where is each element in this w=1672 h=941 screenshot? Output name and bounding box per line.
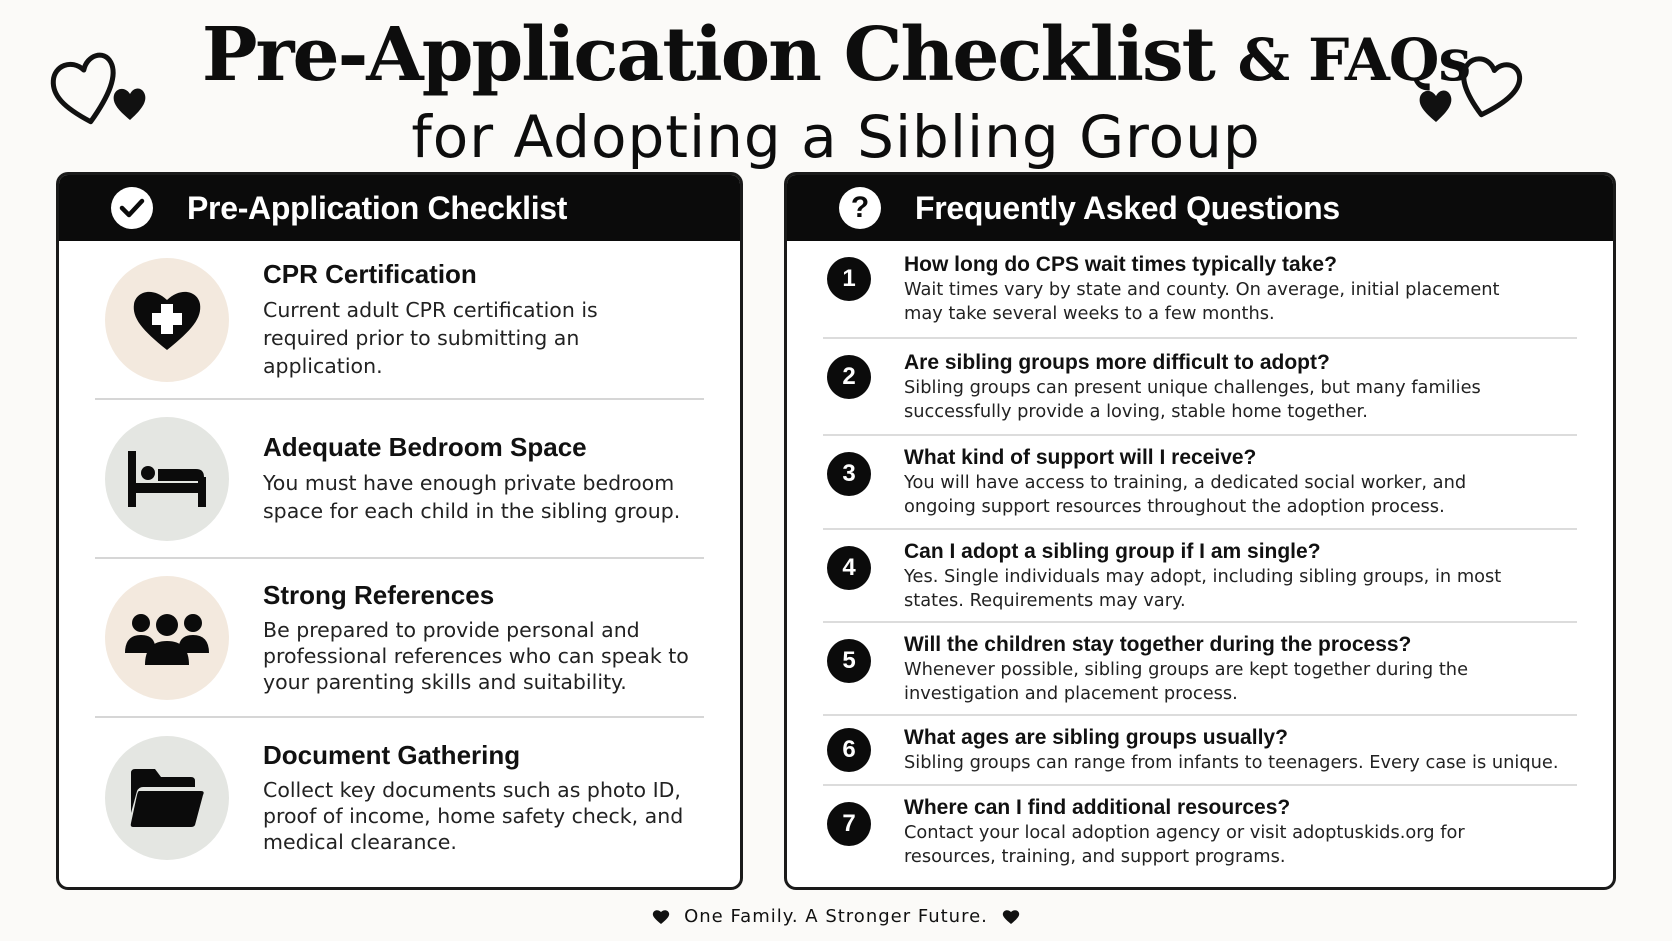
- faq-question: What ages are sibling groups usually?: [904, 726, 1288, 749]
- faq-answer: [904, 278, 1500, 326]
- checklist-item-title: Document Gathering: [263, 740, 521, 770]
- desc-line: space for each child in the sibling group.: [263, 499, 681, 523]
- checklist-item-documents: [95, 718, 704, 877]
- faq-item: [823, 716, 1577, 786]
- checklist-item-cpr: [95, 241, 704, 400]
- answer-line: Sibling groups can present unique challenges, but many families: [904, 376, 1481, 398]
- faq-number-badge: 5: [827, 639, 871, 683]
- answer-line: You will have access to training, a dedicated social worker, and: [904, 472, 1467, 493]
- faq-item: [823, 623, 1577, 716]
- faq-answer: [904, 471, 1466, 519]
- faq-number-badge: 1: [827, 257, 871, 301]
- desc-line: required prior to submitting an application.: [263, 326, 580, 378]
- footer: [0, 906, 1672, 927]
- answer-line: Sibling groups can range from infants to teenagers. Every case is unique.: [904, 752, 1559, 773]
- faq-item: [823, 241, 1577, 339]
- faq-question: Can I adopt a sibling group if I am single?: [904, 539, 1321, 563]
- people-group-icon: [105, 576, 229, 700]
- answer-line: may take several weeks to a few months.: [904, 303, 1275, 324]
- checklist-item-desc: [263, 617, 689, 695]
- faq-number-badge: 4: [827, 546, 871, 590]
- faq-number-badge: 6: [827, 728, 871, 772]
- answer-line: ongoing support resources throughout the adoption process.: [904, 496, 1445, 517]
- heart-icon: [1002, 909, 1020, 925]
- faq-question: Where can I find additional resources?: [904, 796, 1291, 819]
- faq-answer: [904, 376, 1481, 424]
- faq-number-badge: 7: [827, 802, 871, 846]
- faq-item: [823, 786, 1577, 878]
- footer-text: One Family. A Stronger Future.: [684, 906, 988, 927]
- heart-icon: [652, 909, 670, 925]
- faq-question: Are sibling groups more difficult to adopt?: [904, 350, 1330, 374]
- answer-line: states. Requirements may vary.: [904, 589, 1186, 611]
- faq-list: [787, 241, 1613, 878]
- question-circle-icon: ?: [839, 187, 881, 229]
- answer-line: Wait times vary by state and county. On average, initial placement: [904, 279, 1500, 300]
- faq-item: [823, 530, 1577, 623]
- faq-panel: [784, 172, 1616, 890]
- faq-answer: [904, 658, 1468, 706]
- answer-line: successfully provide a loving, stable home together.: [904, 400, 1368, 422]
- faq-question: How long do CPS wait times typically take?: [904, 253, 1337, 276]
- heart-medical-icon: [105, 258, 229, 382]
- title-main-text: Pre-Application Checklist: [201, 12, 1214, 98]
- answer-line: Contact your local adoption agency or visit adoptuskids.org for: [904, 822, 1465, 843]
- page-subtitle: for Adopting a Sibling Group: [411, 103, 1261, 171]
- desc-line: medical clearance.: [263, 830, 457, 854]
- faq-answer: [904, 821, 1465, 869]
- faq-item: [823, 436, 1577, 530]
- checklist-item-title: Strong References: [263, 580, 495, 610]
- faq-title: Frequently Asked Questions: [915, 189, 1340, 226]
- desc-line: Current adult CPR certification is: [263, 298, 598, 322]
- heart-outline-right-icon: [1418, 52, 1530, 132]
- desc-line: Be prepared to provide personal and: [263, 618, 640, 642]
- check-circle-icon: [111, 187, 153, 229]
- checklist-panel: [56, 172, 743, 890]
- checklist-item-title: CPR Certification: [263, 259, 477, 289]
- checklist-item-desc: [263, 469, 680, 525]
- title-amp-text: & FAQs: [1237, 26, 1471, 94]
- desc-line: your parenting skills and suitability.: [263, 670, 627, 694]
- checklist-item-desc: [263, 296, 704, 380]
- faq-answer: [904, 751, 1559, 775]
- faq-question: Will the children stay together during the process?: [904, 632, 1412, 656]
- checklist-item-desc: [263, 777, 683, 855]
- faq-answer: [904, 565, 1501, 613]
- desc-line: professional references who can speak to: [263, 644, 689, 668]
- desc-line: You must have enough private bedroom: [263, 471, 675, 495]
- heart-outline-left-icon: [50, 50, 160, 130]
- answer-line: Whenever possible, sibling groups are kept together during the: [904, 658, 1469, 680]
- desc-line: Collect key documents such as photo ID,: [263, 778, 681, 802]
- folder-icon: [105, 736, 229, 860]
- desc-line: proof of income, home safety check, and: [263, 804, 684, 828]
- answer-line: resources, training, and support programs.: [904, 846, 1286, 867]
- checklist-list: [59, 241, 740, 877]
- faq-number-badge: 3: [827, 452, 871, 496]
- bed-icon: [105, 417, 229, 541]
- faq-item: [823, 339, 1577, 436]
- checklist-title: Pre-Application Checklist: [187, 189, 568, 226]
- answer-line: Yes. Single individuals may adopt, including sibling groups, in most: [904, 565, 1502, 587]
- checklist-item-bedroom: [95, 400, 704, 559]
- faq-number-badge: 2: [827, 355, 871, 399]
- checklist-header: [59, 175, 740, 241]
- faq-header: [787, 175, 1613, 241]
- faq-question: What kind of support will I receive?: [904, 446, 1257, 469]
- checklist-item-title: Adequate Bedroom Space: [263, 432, 587, 462]
- answer-line: investigation and placement process.: [904, 682, 1238, 704]
- checklist-item-references: [95, 559, 704, 718]
